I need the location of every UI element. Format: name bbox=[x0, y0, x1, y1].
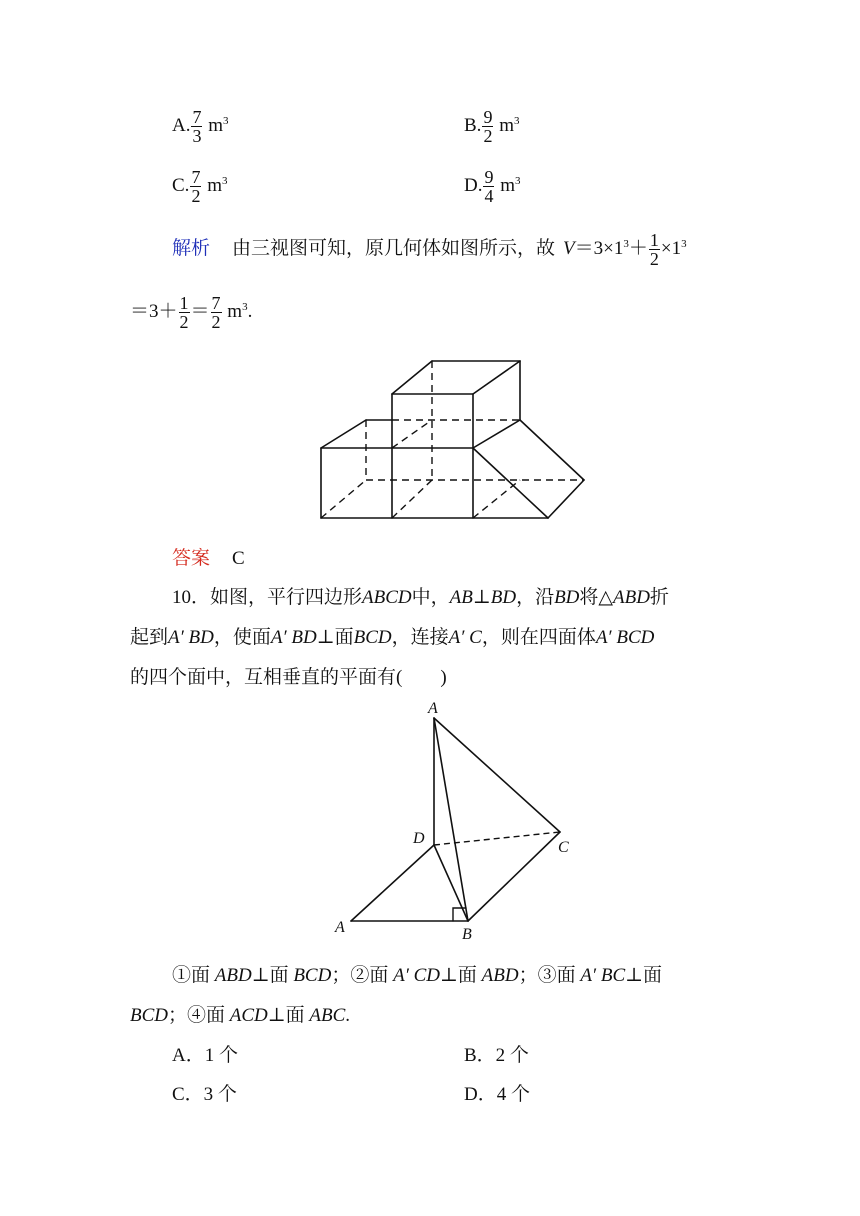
analysis-line-2: ＝3＋ $\frac{1}{2}$ ＝ $\frac{7}{2}$ $m^3$. bbox=[130, 293, 253, 332]
statements-line-2: BCD；④面 ACD⊥面 ABC. bbox=[130, 1005, 351, 1026]
label-a: A bbox=[335, 919, 345, 936]
tetrahedron-figure bbox=[325, 690, 585, 945]
solid-figure bbox=[310, 352, 600, 527]
q10-option-a: A．1 个 bbox=[172, 1045, 238, 1066]
option-b: B. $\frac{9}{2}$ $m^3$ bbox=[464, 107, 520, 146]
option-c: C. $\frac{7}{2}$ $m^3$ bbox=[172, 167, 228, 206]
answer-label: 答案 bbox=[172, 548, 211, 569]
fraction: $\frac{7}{3}$ bbox=[192, 107, 202, 146]
answer-line bbox=[172, 543, 245, 570]
fraction: $\frac{9}{4}$ bbox=[484, 167, 494, 206]
option-d: D. $\frac{9}{4}$ $m^3$ bbox=[464, 167, 521, 206]
fraction: $\frac{7}{2}$ bbox=[191, 167, 201, 206]
analysis-label: 解析 bbox=[172, 237, 211, 259]
analysis-line-1: 解析 由三视图可知，原几何体如图所示，故 $V=3\times 1^3+$ $\frac{1}{2}$ $\times 1^3$ bbox=[172, 230, 687, 269]
fraction: $\frac{9}{2}$ bbox=[483, 107, 493, 146]
label-a-prime: A bbox=[428, 700, 438, 717]
statements-line-1: ①面 ABD⊥面 BCD；②面 A′ CD⊥面 ABD；③面 A′ BC⊥面 bbox=[172, 965, 662, 986]
answer-value: C bbox=[232, 548, 245, 569]
q10-option-b: B．2 个 bbox=[464, 1045, 529, 1066]
fraction: $\frac{1}{2}$ bbox=[179, 293, 189, 332]
q10-line-3: 的四个面中，互相垂直的平面有( ) bbox=[130, 667, 447, 688]
q10-option-c: C．3 个 bbox=[172, 1084, 237, 1105]
label-b: B bbox=[462, 926, 472, 943]
label-d: D bbox=[413, 830, 425, 847]
q10-option-d: D．4 个 bbox=[464, 1084, 530, 1105]
label-c: C bbox=[558, 839, 569, 856]
option-a: A. $\frac{7}{3}$ $m^3$ bbox=[172, 107, 229, 146]
q10-line-2: 起到A′ BD，使面A′ BD⊥面BCD，连接A′ C，则在四面体A′ BCD bbox=[130, 627, 655, 648]
q10-line-1: 10．如图，平行四边形ABCD中，AB⊥BD，沿BD将△ABD折 bbox=[172, 587, 669, 608]
fraction: $\frac{7}{2}$ bbox=[211, 293, 221, 332]
fraction: $\frac{1}{2}$ bbox=[649, 230, 659, 269]
